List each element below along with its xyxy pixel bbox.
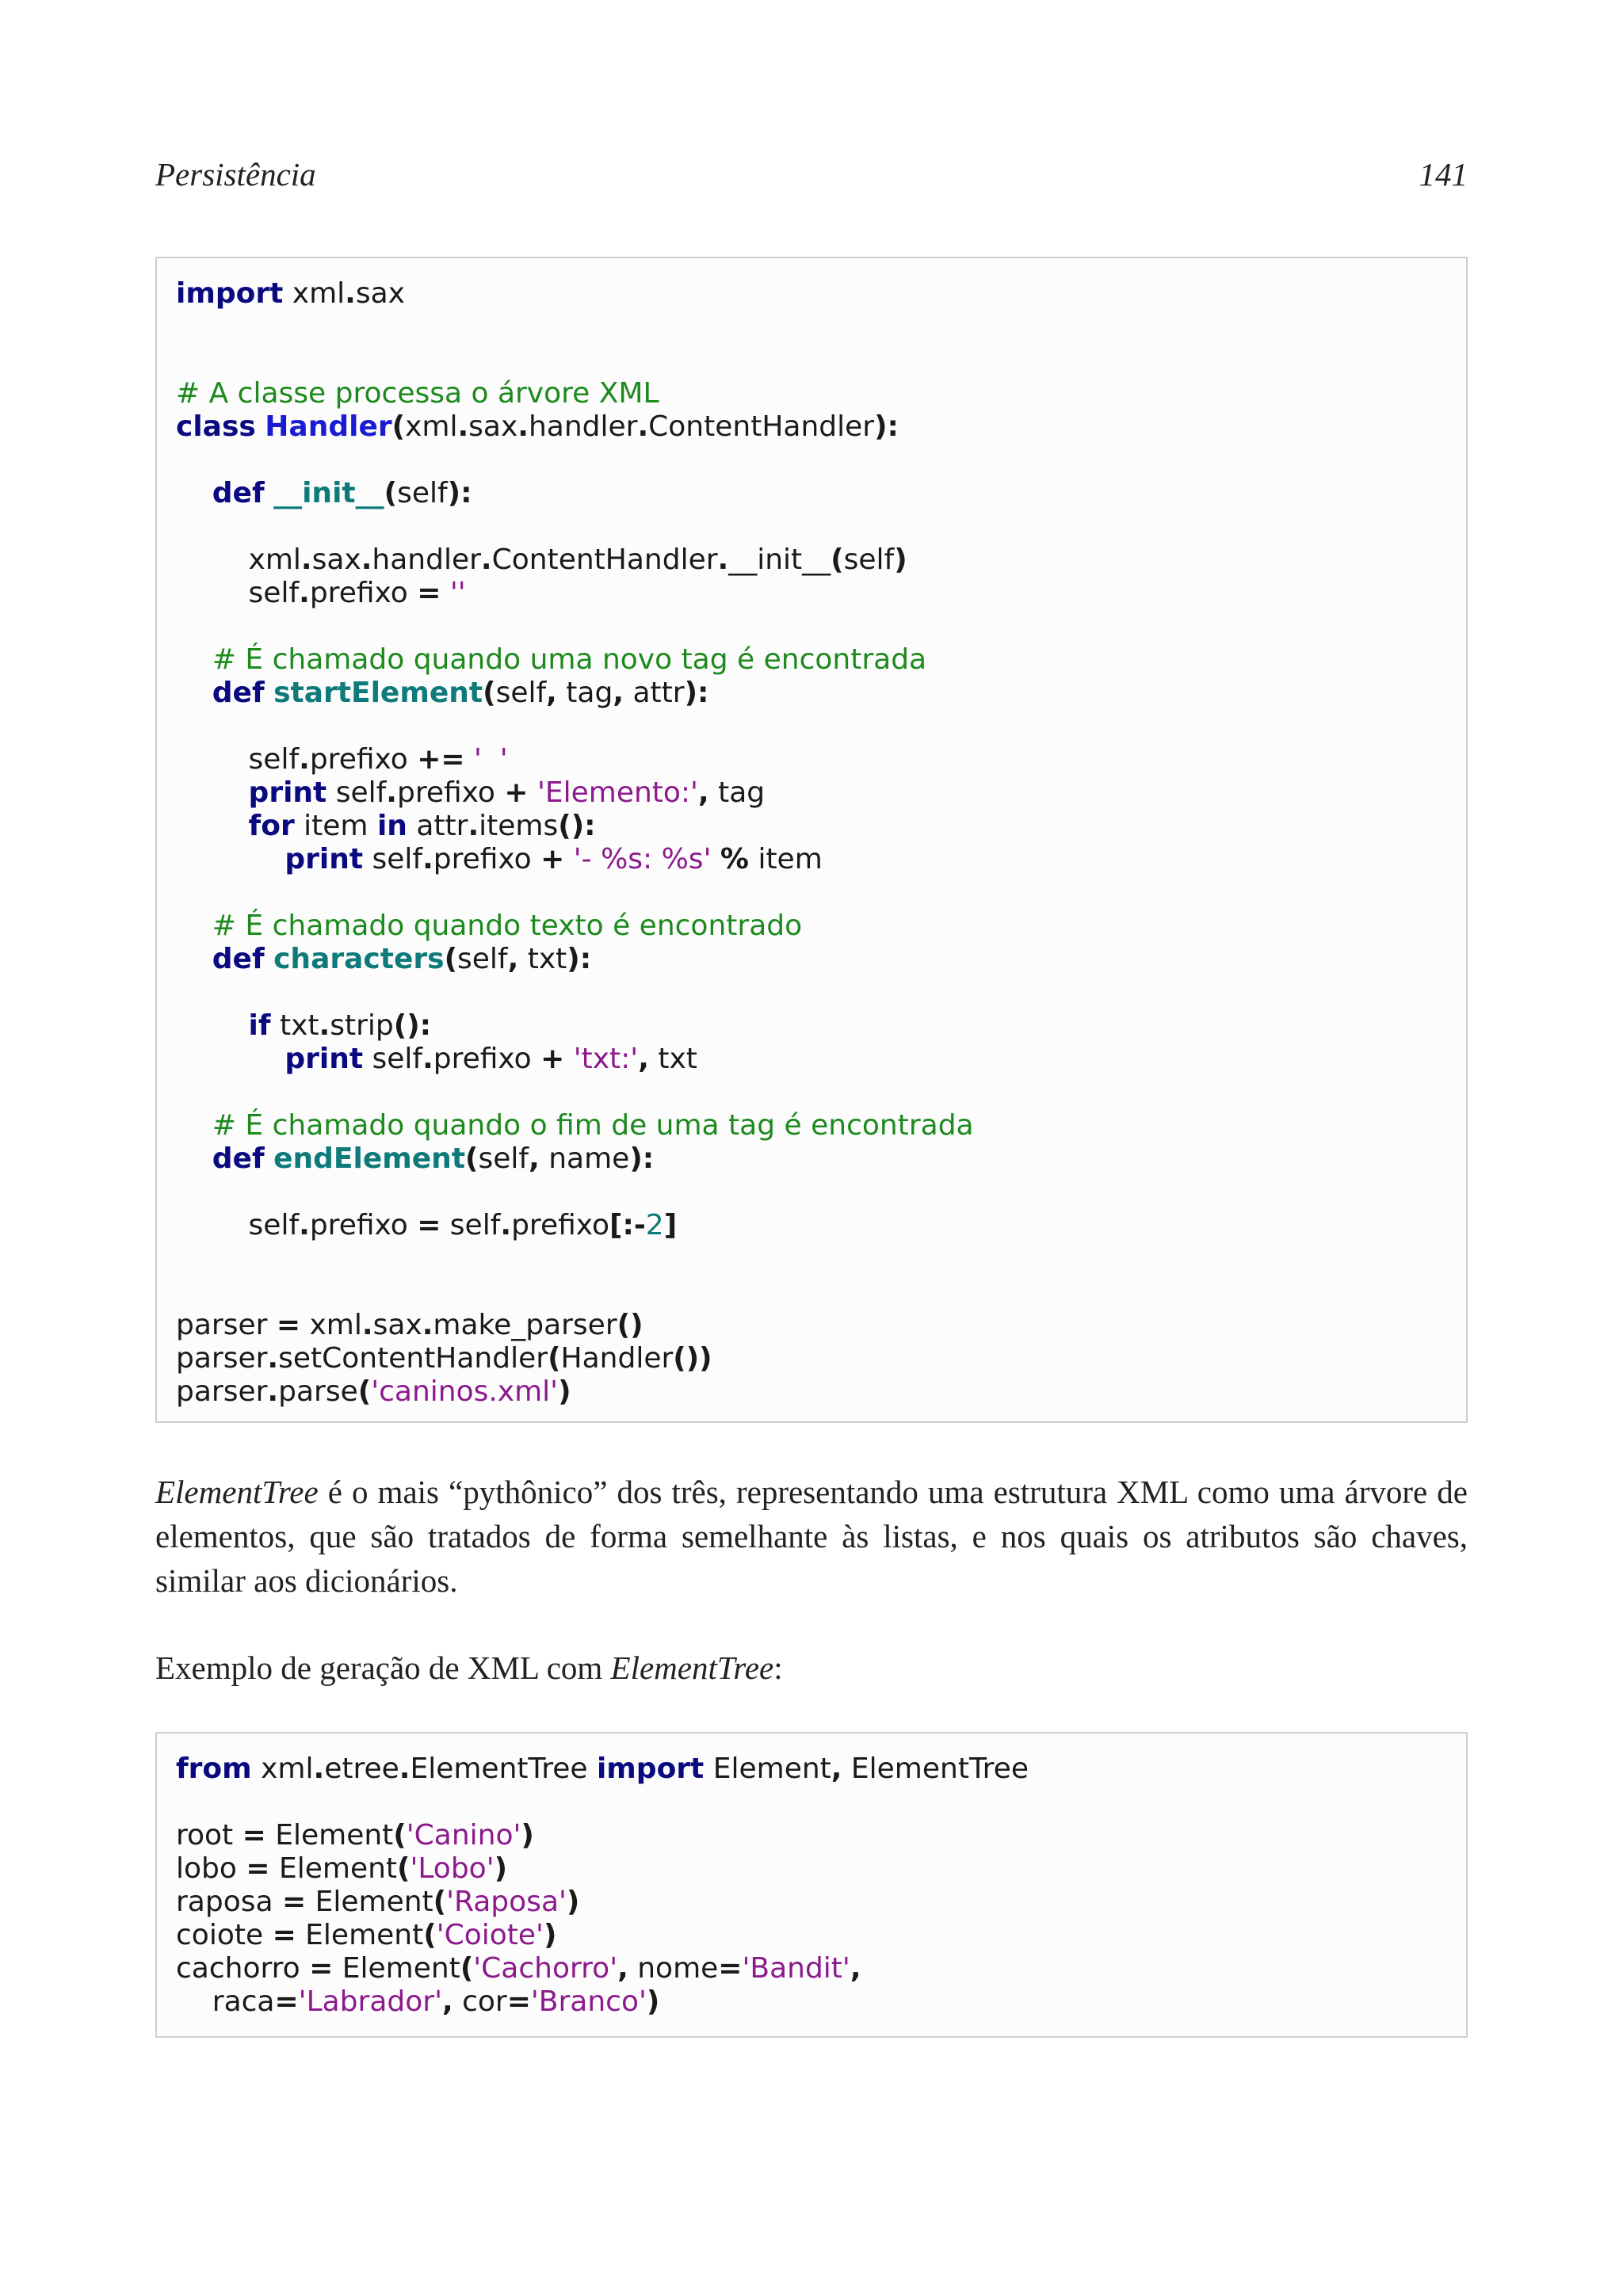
code-line [176, 1209, 677, 1242]
code-token: make_parser [433, 1309, 617, 1341]
code-token: # É chamado quando uma novo tag é encontrada [212, 643, 927, 676]
code-token: % [720, 843, 749, 875]
code-token: . [480, 543, 492, 576]
code-token: = [282, 1886, 307, 1918]
code-token: . [299, 743, 310, 776]
code-token: prefixo [511, 1209, 609, 1241]
code-token [176, 776, 249, 809]
code-token: ) [566, 1886, 580, 1918]
code-token: ( [357, 1375, 372, 1408]
code-token: print [248, 776, 327, 809]
code-token: . [319, 1009, 330, 1042]
code-token: (): [393, 1009, 432, 1042]
code-token: import [596, 1753, 705, 1785]
code-token: coiote [176, 1919, 273, 1951]
code-token: __init__ [728, 543, 831, 576]
code-line [176, 743, 508, 776]
code-token: ( [433, 1886, 447, 1918]
code-token: txt [518, 943, 567, 975]
code-token: # A classe processa o árvore XML [176, 377, 659, 410]
code-token: txt [270, 1009, 319, 1042]
code-token: 'Bandit' [742, 1952, 850, 1985]
code-token: ) [646, 1985, 660, 2018]
code-token: ( [384, 477, 398, 509]
code-token: ( [460, 1952, 474, 1985]
paragraph-example-intro [155, 1646, 1468, 1690]
code-token: xml [176, 543, 301, 576]
code-token: . [386, 776, 397, 809]
code-token: self [478, 1142, 529, 1175]
code-token: handler [372, 543, 481, 576]
code-token: import [176, 277, 284, 310]
code-token: 'txt:' [573, 1043, 639, 1075]
code-line [176, 776, 765, 810]
code-token: if [248, 1009, 271, 1042]
code-token: ElementTree [410, 1753, 597, 1785]
code-token: . [300, 543, 312, 576]
code-token: . [361, 543, 372, 576]
code-token: txt [648, 1043, 697, 1075]
code-token [564, 843, 573, 875]
code-line [176, 543, 907, 577]
code-token: parser [176, 1309, 277, 1341]
code-token: xml [405, 410, 458, 443]
code-token [441, 577, 449, 609]
code-token: ElementTree [842, 1753, 1029, 1785]
code-token: ): [684, 677, 709, 709]
code-line [176, 643, 926, 677]
code-token: ( [391, 410, 406, 443]
code-line [176, 477, 472, 510]
code-token: sax [311, 543, 361, 576]
code-line [176, 1886, 579, 1919]
code-token: '- %s: %s' [573, 843, 712, 875]
code-token: = [309, 1952, 334, 1985]
code-token: self [363, 1043, 423, 1075]
code-token: = [417, 1209, 441, 1241]
code-token: ) [543, 1919, 557, 1951]
section-title: Persistência [155, 156, 316, 193]
code-token: . [267, 1375, 279, 1408]
code-line [176, 277, 405, 311]
code-block-elementtree-example [155, 1732, 1468, 2038]
code-line [176, 810, 596, 843]
code-token: . [399, 1753, 411, 1785]
code-token: handler [528, 410, 638, 443]
code-token: sax [372, 1309, 422, 1341]
code-token [176, 910, 212, 942]
code-token: def [212, 677, 265, 709]
code-token: setContentHandler [278, 1342, 548, 1375]
code-token: . [457, 410, 469, 443]
code-token: , [613, 677, 624, 709]
code-token [176, 1109, 212, 1142]
code-token: tag [708, 776, 766, 809]
code-token: 'Elemento:' [537, 776, 698, 809]
code-token: , [529, 1142, 540, 1175]
code-token: Element [269, 1852, 398, 1885]
code-token: . [517, 410, 529, 443]
code-token: () [617, 1309, 643, 1341]
code-token: Element [306, 1886, 433, 1918]
code-line [176, 1043, 697, 1076]
code-token: prefixo [309, 577, 418, 609]
code-token: , [507, 943, 519, 975]
code-token: print [285, 843, 364, 875]
code-token: ): [874, 410, 899, 443]
code-token: (): [558, 810, 596, 842]
code-line [176, 1952, 861, 1985]
code-token: self [176, 1209, 300, 1241]
code-token: prefixo [433, 843, 541, 875]
code-token: Handler [560, 1342, 674, 1375]
code-token: Element [704, 1753, 831, 1785]
code-token: 'caninos.xml' [371, 1375, 559, 1408]
code-token: self [397, 477, 448, 509]
code-token: ) [494, 1852, 508, 1885]
code-token [256, 410, 265, 443]
code-token: self [327, 776, 387, 809]
code-token: prefixo [309, 743, 418, 776]
code-line [176, 1919, 556, 1952]
code-token [265, 477, 273, 509]
code-token: ()) [673, 1342, 712, 1375]
code-token: item [294, 810, 377, 842]
code-token: '' [449, 577, 466, 609]
code-token: root [176, 1819, 242, 1852]
code-token: self [495, 677, 547, 709]
code-line [176, 1852, 507, 1886]
code-token: self [441, 1209, 501, 1241]
paragraph-text: Exemplo de geração de XML com [155, 1650, 611, 1686]
code-token: etree [324, 1753, 399, 1785]
code-token: 'Cachorro' [473, 1952, 618, 1985]
code-token: prefixo [309, 1209, 418, 1241]
code-token [176, 643, 212, 676]
code-token: Element [265, 1819, 394, 1852]
code-token: ( [831, 543, 844, 576]
code-token: = [417, 577, 441, 609]
code-token: cor [453, 1985, 507, 2018]
italic-term: ElementTree [155, 1474, 319, 1510]
code-token: self [843, 543, 895, 576]
paragraph-elementtree-description [155, 1470, 1468, 1603]
code-token: def [212, 1142, 265, 1175]
code-line [176, 410, 899, 444]
code-line [176, 1342, 712, 1375]
code-line [176, 1309, 643, 1342]
code-token: , [850, 1952, 861, 1985]
paragraph-text: : [773, 1650, 783, 1686]
code-token: attr [407, 810, 468, 842]
code-line [176, 1753, 1029, 1786]
code-token: . [422, 1043, 433, 1075]
italic-term: ElementTree [610, 1650, 774, 1686]
code-token: ( [465, 1142, 479, 1175]
code-token: 'Lobo' [410, 1852, 495, 1885]
code-token: # É chamado quando o fim de uma tag é encontrada [212, 1109, 974, 1142]
code-token: xml [251, 1753, 314, 1785]
code-token: self [176, 743, 300, 776]
code-token: raca [176, 1985, 275, 2018]
page-number: 141 [1419, 156, 1468, 193]
code-token: . [717, 543, 729, 576]
code-token [176, 810, 249, 842]
code-token: Element [333, 1952, 460, 1985]
code-token: ' ' [473, 743, 508, 776]
code-token: 'Coiote' [436, 1919, 544, 1951]
code-token: = [718, 1952, 743, 1985]
code-token [465, 743, 474, 776]
code-token: , [697, 776, 709, 809]
code-token [711, 843, 720, 875]
code-token: xml [300, 1309, 362, 1341]
code-token: = [276, 1309, 301, 1341]
code-token: ): [567, 943, 592, 975]
code-token: characters [273, 943, 445, 975]
paragraph-text: é o mais “pythônico” dos três, representando uma estrutura XML como uma árvore de elementos, que são tratados de forma semelhante às listas, e nos quais os atributos são chaves, similar aos dicionários. [155, 1474, 1468, 1599]
code-token [176, 843, 285, 875]
code-token: . [468, 810, 479, 842]
code-token: , [441, 1985, 453, 2018]
code-token: = [506, 1985, 531, 2018]
code-token: + [540, 843, 565, 875]
code-token: parse [278, 1375, 358, 1408]
code-token: lobo [176, 1852, 246, 1885]
code-token: item [749, 843, 823, 875]
code-token: . [422, 1309, 433, 1341]
code-token: 'Canino' [406, 1819, 521, 1852]
code-token [265, 943, 273, 975]
code-token: ( [444, 943, 458, 975]
code-token: . [500, 1209, 512, 1241]
code-token: self [176, 577, 300, 609]
code-line [176, 377, 659, 410]
code-token: in [376, 810, 407, 842]
code-token: 'Raposa' [446, 1886, 567, 1918]
code-token: def [212, 943, 265, 975]
code-token [176, 677, 212, 709]
code-token: . [637, 410, 649, 443]
code-token: cachorro [176, 1952, 310, 1985]
code-block-sax-handler [155, 257, 1468, 1423]
code-token [265, 1142, 273, 1175]
code-line [176, 1985, 659, 2019]
code-token: prefixo [433, 1043, 541, 1075]
code-token: Handler [265, 410, 392, 443]
code-token [176, 943, 212, 975]
code-token [564, 1043, 573, 1075]
code-token: ( [397, 1852, 411, 1885]
code-token: ] [663, 1209, 678, 1241]
code-token: . [267, 1342, 279, 1375]
code-token: += [417, 743, 465, 776]
code-token: 'Branco' [530, 1985, 647, 2018]
code-token: ContentHandler [491, 543, 718, 576]
code-token: . [299, 1209, 310, 1241]
code-token: , [617, 1952, 628, 1985]
code-token: raposa [176, 1886, 282, 1918]
code-token: = [274, 1985, 299, 2018]
code-token: prefixo [396, 776, 505, 809]
code-token: . [345, 277, 356, 310]
code-token: self [457, 943, 508, 975]
code-token: xml [283, 277, 346, 310]
code-token: __init__ [273, 477, 384, 509]
code-token: = [272, 1919, 296, 1951]
code-line [176, 1142, 654, 1176]
code-token [176, 477, 212, 509]
code-token: self [363, 843, 423, 875]
code-token: ): [629, 1142, 655, 1175]
code-line [176, 843, 823, 876]
code-token: . [422, 843, 433, 875]
code-token [176, 1009, 249, 1042]
code-line [176, 1109, 974, 1142]
code-token: nome [628, 1952, 719, 1985]
code-token: , [546, 677, 557, 709]
code-token: . [313, 1753, 325, 1785]
code-token: items [479, 810, 559, 842]
code-token: = [242, 1819, 266, 1852]
code-token: tag [556, 677, 613, 709]
code-token: ( [423, 1919, 437, 1951]
code-token: 'Labrador' [298, 1985, 442, 2018]
code-token: sax [355, 277, 405, 310]
code-token: , [831, 1753, 842, 1785]
code-line [176, 943, 591, 976]
code-token: class [176, 410, 256, 443]
code-token: strip [330, 1009, 394, 1042]
code-token [529, 776, 537, 809]
code-token: [:- [609, 1209, 646, 1241]
code-token: Element [296, 1919, 424, 1951]
code-token: # É chamado quando texto é encontrado [212, 910, 803, 942]
code-line [176, 577, 466, 610]
code-token: ContentHandler [648, 410, 875, 443]
code-token: for [248, 810, 295, 842]
code-token: = [246, 1852, 270, 1885]
code-line [176, 1009, 431, 1043]
code-token: , [638, 1043, 649, 1075]
code-token: parser [176, 1342, 268, 1375]
code-token: ( [483, 677, 496, 709]
code-token: . [299, 577, 310, 609]
code-token: ) [558, 1375, 571, 1408]
code-line [176, 677, 708, 710]
code-token: 2 [645, 1209, 664, 1241]
code-token: startElement [273, 677, 483, 709]
code-token: ( [393, 1819, 407, 1852]
code-token: ): [447, 477, 472, 509]
code-token: . [361, 1309, 373, 1341]
code-token: from [176, 1753, 252, 1785]
code-line [176, 910, 802, 943]
code-token: + [540, 1043, 565, 1075]
code-token: ) [521, 1819, 534, 1852]
code-token [176, 1043, 285, 1075]
code-token: + [504, 776, 529, 809]
code-token: def [212, 477, 265, 509]
code-line [176, 1819, 534, 1852]
code-token: ) [894, 543, 907, 576]
code-token: print [285, 1043, 364, 1075]
running-header [155, 155, 1468, 203]
code-token: name [539, 1142, 630, 1175]
code-token: endElement [273, 1142, 466, 1175]
code-token [176, 1142, 212, 1175]
code-token: parser [176, 1375, 268, 1408]
code-line [176, 1375, 571, 1409]
code-token: attr [624, 677, 685, 709]
code-token: sax [468, 410, 518, 443]
code-token: ( [548, 1342, 561, 1375]
code-token [265, 677, 273, 709]
